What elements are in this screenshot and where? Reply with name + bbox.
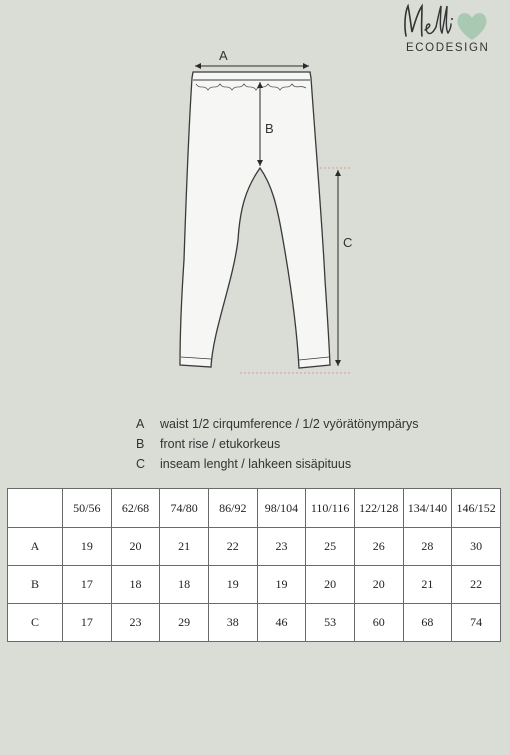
legend-row-c (136, 454, 418, 474)
size-header: 110/116 (306, 489, 355, 528)
table-cell: 68 (403, 604, 452, 642)
legend-text: inseam lenght / lahkeen sisäpituus (160, 457, 352, 471)
measurement-legend (136, 414, 418, 474)
table-cell: 19 (63, 528, 112, 566)
size-header: 86/92 (208, 489, 257, 528)
table-cell: 22 (452, 566, 501, 604)
table-cell: 29 (160, 604, 209, 642)
size-header: 122/128 (354, 489, 403, 528)
legend-row-b (136, 434, 418, 454)
table-cell: 22 (208, 528, 257, 566)
table-cell: 30 (452, 528, 501, 566)
dimension-c-bottom-arrow (335, 360, 341, 366)
table-cell: 18 (160, 566, 209, 604)
table-cell: 21 (403, 566, 452, 604)
table-header-row (8, 489, 501, 528)
size-header: 146/152 (452, 489, 501, 528)
table-cell: 20 (354, 566, 403, 604)
row-label: A (8, 528, 63, 566)
dimension-c-top-arrow (335, 170, 341, 176)
table-cell: 20 (111, 528, 160, 566)
table-cell: 60 (354, 604, 403, 642)
table-cell: 19 (257, 566, 306, 604)
table-corner-cell (8, 489, 63, 528)
table-cell: 21 (160, 528, 209, 566)
table-cell: 17 (63, 566, 112, 604)
dimension-c-label: C (343, 235, 353, 250)
size-header: 134/140 (403, 489, 452, 528)
table-cell: 18 (111, 566, 160, 604)
table-row (8, 604, 501, 642)
table-cell: 28 (403, 528, 452, 566)
logo-brand-text: ECODESIGN (406, 42, 490, 54)
dimension-b-label: B (265, 121, 274, 136)
table-cell: 23 (111, 604, 160, 642)
legend-text: front rise / etukorkeus (160, 437, 281, 451)
dimension-a-left-arrow (195, 63, 201, 69)
table-cell: 25 (306, 528, 355, 566)
table-cell: 20 (306, 566, 355, 604)
legend-letter: C (136, 457, 146, 471)
size-chart-table (7, 488, 501, 642)
size-header: 50/56 (63, 489, 112, 528)
size-header: 62/68 (111, 489, 160, 528)
size-header: 74/80 (160, 489, 209, 528)
dimension-a-right-arrow (303, 63, 309, 69)
table-cell: 17 (63, 604, 112, 642)
row-label: C (8, 604, 63, 642)
leggings-outline (180, 72, 330, 368)
table-cell: 74 (452, 604, 501, 642)
table-row (8, 566, 501, 604)
table-cell: 26 (354, 528, 403, 566)
row-label: B (8, 566, 63, 604)
dimension-a-label: A (219, 48, 228, 63)
table-cell: 46 (257, 604, 306, 642)
legend-letter: A (136, 417, 145, 431)
table-cell: 23 (257, 528, 306, 566)
legend-row-a (136, 414, 418, 434)
table-cell: 19 (208, 566, 257, 604)
table-cell: 53 (306, 604, 355, 642)
size-header: 98/104 (257, 489, 306, 528)
legend-letter: B (136, 437, 145, 451)
legend-text: waist 1/2 cirqumference / 1/2 vyörätönympärys (160, 417, 419, 431)
table-cell: 38 (208, 604, 257, 642)
table-row (8, 528, 501, 566)
